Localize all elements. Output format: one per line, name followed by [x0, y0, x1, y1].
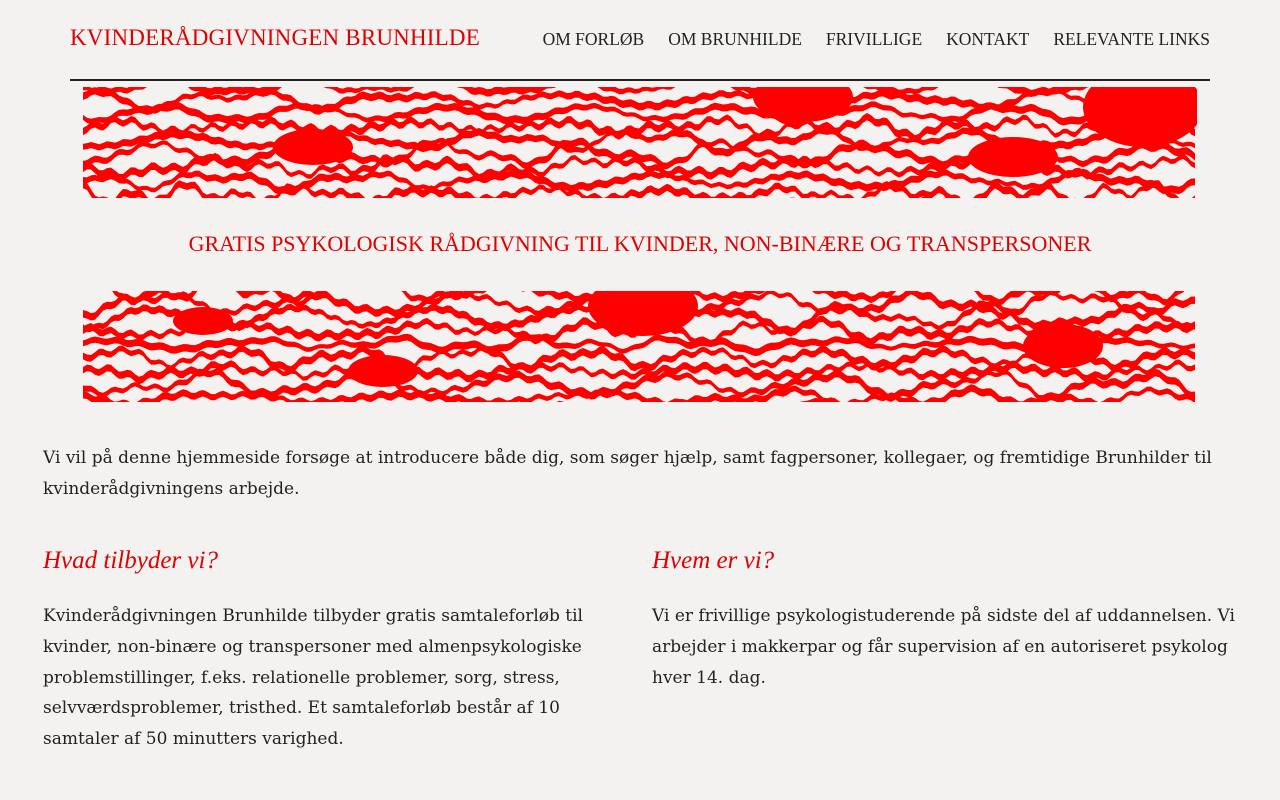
wave-blotch [968, 137, 1058, 177]
nav-item-om-brunhilde[interactable]: OM BRUNHILDE [668, 29, 802, 49]
intro-paragraph: Vi vil på denne hjemmeside forsøge at introducere både dig, som søger hjælp, samt fagpersoner, kollegaer, og fremtidige Brunhilder til kvinderådgivningens arbejde. [43, 448, 1212, 499]
wave-blotch [173, 307, 233, 335]
wave-pattern-image [83, 291, 1197, 402]
section-body: Kvinderådgivningen Brunhilde tilbyder gratis samtaleforløb til kvinder, non-binære og transpersoner med almenpsykologiske problemstillinger, f.eks. relationelle problemer, sorg, stress, selvværdsproblemer, tristhed. Et samtaleforløb består af 10 samtaler af 50 minutters varighed. [43, 606, 583, 750]
nav-item-kontakt[interactable]: KONTAKT [946, 29, 1030, 49]
top-wave-banner [83, 87, 1197, 198]
section-body: Vi er frivillige psykologistuderende på sidste del af uddannelsen. Vi arbejder i makkerpar og får supervision af en autoriseret psykolog hver 14. dag. [652, 606, 1235, 688]
section-who-we-are [652, 545, 1242, 693]
nav-item-om-forloeb[interactable]: OM FORLØB [542, 29, 645, 49]
wave-blotch [1023, 324, 1103, 368]
main-nav [543, 29, 1210, 50]
wave-blotch [273, 129, 353, 165]
section-heading: Hvad tilbyder vi? [43, 547, 218, 574]
page-tagline: GRATIS PSYKOLOGISK RÅDGIVNING TIL KVINDER, NON-BINÆRE OG TRANSPERSONER [188, 231, 1092, 256]
section-heading: Hvem er vi? [652, 547, 775, 574]
wave-blotch [348, 355, 418, 387]
site-header [70, 0, 1210, 81]
bottom-wave-banner [83, 291, 1197, 402]
section-what-we-offer [43, 545, 613, 755]
site-title-link[interactable]: KVINDERÅDGIVNINGEN BRUNHILDE [70, 25, 480, 50]
wave-pattern-image [83, 87, 1197, 198]
nav-item-relevante-links[interactable]: RELEVANTE LINKS [1053, 29, 1210, 49]
nav-item-frivillige[interactable]: FRIVILLIGE [825, 29, 923, 49]
